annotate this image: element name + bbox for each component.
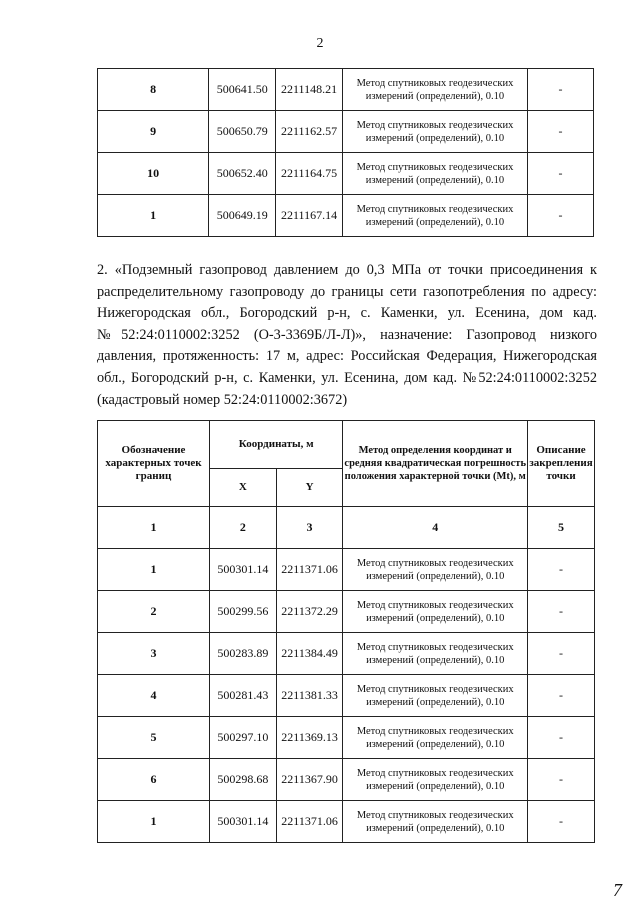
desc-cell: - [527,111,593,153]
paragraph-line: №52:24:0110002:3252 (О-3-3369Б/Л-Л)», назначение: Газопровод низкого [97,326,597,343]
table-row [98,675,595,717]
column-number: 5 [528,507,595,549]
coord-y: 2211371.06 [276,801,343,843]
point-id: 5 [98,717,210,759]
point-id: 10 [98,153,209,195]
page-number: 2 [316,36,324,51]
header-y: Y [276,469,343,507]
coord-x: 500283.89 [209,633,276,675]
point-id: 1 [98,801,210,843]
table-row [98,195,594,237]
desc-cell: - [528,717,595,759]
method-cell: Метод спутниковых геодезических измерений (определений), 0.10 [342,195,527,237]
method-cell: Метод спутниковых геодезических измерений (определений), 0.10 [343,633,528,675]
coordinates-table [97,420,595,843]
object-description [97,260,597,411]
table-row [98,111,594,153]
point-id: 3 [98,633,210,675]
point-id: 9 [98,111,209,153]
coord-x: 500298.68 [209,759,276,801]
table-row [98,153,594,195]
desc-cell: - [528,801,595,843]
coord-y: 2211162.57 [276,111,343,153]
coord-x: 500299.56 [209,591,276,633]
column-number: 4 [343,507,528,549]
desc-cell: - [528,675,595,717]
header-desc: Описание закрепления точки [528,421,595,507]
method-cell: Метод спутниковых геодезических измерений (определений), 0.10 [343,549,528,591]
point-id: 2 [98,591,210,633]
table-row [98,633,595,675]
column-number-row [98,507,595,549]
table-row [98,69,594,111]
coord-x: 500649.19 [209,195,276,237]
coord-x: 500650.79 [209,111,276,153]
desc-cell: - [528,633,595,675]
point-id: 1 [98,549,210,591]
coord-x: 500641.50 [209,69,276,111]
table-row [98,801,595,843]
coord-x: 500281.43 [209,675,276,717]
coord-y: 2211384.49 [276,633,343,675]
coord-y: 2211372.29 [276,591,343,633]
coord-y: 2211164.75 [276,153,343,195]
desc-cell: - [527,153,593,195]
desc-cell: - [528,759,595,801]
point-id: 8 [98,69,209,111]
coord-x: 500652.40 [209,153,276,195]
header-row [98,421,595,469]
paragraph-line: распределительному газопроводу до границы сети газопотребления по адресу: [97,283,597,300]
paragraph-line: давления, протяженность: 17 м, адрес: Российская Федерация, Нижегородская [97,348,597,365]
column-number: 3 [276,507,343,549]
method-cell: Метод спутниковых геодезических измерений (определений), 0.10 [342,111,527,153]
point-id: 6 [98,759,210,801]
point-id: 1 [98,195,209,237]
method-cell: Метод спутниковых геодезических измерений (определений), 0.10 [343,591,528,633]
desc-cell: - [528,591,595,633]
handwritten-page-mark: 7 [613,880,622,900]
coord-y: 2211371.06 [276,549,343,591]
table-row [98,759,595,801]
desc-cell: - [527,69,593,111]
coord-x: 500297.10 [209,717,276,759]
paragraph-line: Нижегородская обл., Богородский р-н, с. Каменки, ул. Есенина, дом кад. [97,305,597,322]
coord-y: 2211148.21 [276,69,343,111]
method-cell: Метод спутниковых геодезических измерений (определений), 0.10 [343,801,528,843]
paragraph-line: (кадастровый номер 52:24:0110002:3672) [97,391,348,408]
desc-cell: - [528,549,595,591]
paragraph-line: обл., Богородский р-н, с. Каменки, ул. Есенина, дом кад. №52:24:0110002:3252 [97,369,597,386]
paragraph-line: 2. «Подземный газопровод давлением до 0,3 МПа от точки присоединения к [97,262,597,278]
point-id: 4 [98,675,210,717]
coord-x: 500301.14 [209,801,276,843]
method-cell: Метод спутниковых геодезических измерений (определений), 0.10 [342,69,527,111]
coord-y: 2211381.33 [276,675,343,717]
method-cell: Метод спутниковых геодезических измерений (определений), 0.10 [343,759,528,801]
method-cell: Метод спутниковых геодезических измерений (определений), 0.10 [343,717,528,759]
coord-y: 2211369.13 [276,717,343,759]
coord-x: 500301.14 [209,549,276,591]
header-points: Обозначение характерных точек границ [98,421,210,507]
coord-y: 2211167.14 [276,195,343,237]
coordinates-table-continued [97,68,594,237]
table-row [98,591,595,633]
column-number: 2 [209,507,276,549]
header-x: X [209,469,276,507]
table-row [98,549,595,591]
table-row [98,717,595,759]
column-number: 1 [98,507,210,549]
header-method: Метод определения координат и средняя квадратическая погрешность положения характерной точки (Mt), м [343,421,528,507]
method-cell: Метод спутниковых геодезических измерений (определений), 0.10 [342,153,527,195]
coord-y: 2211367.90 [276,759,343,801]
header-coords: Координаты, м [209,421,342,469]
desc-cell: - [527,195,593,237]
method-cell: Метод спутниковых геодезических измерений (определений), 0.10 [343,675,528,717]
